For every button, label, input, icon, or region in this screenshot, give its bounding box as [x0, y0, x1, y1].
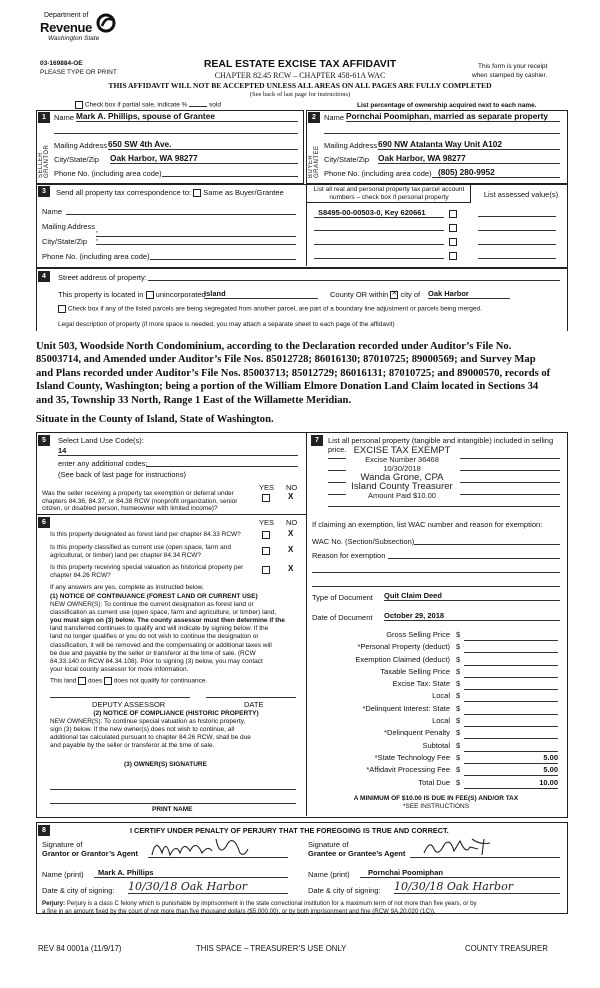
grantor-signature-scribble [150, 833, 250, 861]
grantor-date-label: Date & city of signing: [42, 886, 115, 895]
please-type: PLEASE TYPE OR PRINT [40, 69, 117, 76]
stamp-line-2: Excise Number 36468 [365, 455, 439, 464]
pp-line-4b[interactable] [460, 494, 560, 495]
buyer-mailing[interactable]: 690 NW Atalanta Way Unit A102 [378, 139, 560, 150]
s5-no-header: NO [286, 483, 298, 492]
s6-yes-header: YES [259, 518, 275, 527]
dor-logo [38, 10, 102, 54]
parcel-row-3[interactable] [314, 244, 444, 245]
grantor-name-value: Mark A. Phillips [98, 868, 154, 877]
land-use-code-field[interactable]: 14 [58, 446, 298, 456]
tax-row-value[interactable] [464, 741, 558, 752]
buyer-name-line-2[interactable] [324, 133, 560, 134]
minimum-fee-note: A MINIMUM OF $10.00 IS DUE IN FEE(S) AND/OR TAX [353, 795, 519, 802]
reason-label: Reason for exemption [312, 551, 386, 560]
buyer-phone-text: (805) 280-9952 [438, 167, 495, 177]
s5-yes-checkbox[interactable] [262, 494, 270, 502]
seller-phone-label: Phone No. (including area code) [54, 169, 162, 178]
seller-mailing[interactable] [108, 139, 298, 150]
section-3-divider [306, 184, 307, 266]
tax-row [312, 630, 562, 642]
grantor-date-field[interactable]: 10/30/18 Oak Harbor [128, 880, 288, 894]
logo-dept-line2: Revenue [40, 20, 93, 35]
grantee-name-field[interactable] [360, 868, 560, 878]
tax-row-label: Gross Selling Price [386, 630, 450, 639]
section-7-number: 7 [311, 435, 323, 446]
excise-exempt-stamp [344, 446, 460, 500]
s5-bottom-border [36, 514, 306, 515]
tax-row-label: *Personal Property (deduct) [357, 642, 450, 652]
tax-row-dollar: $ [456, 654, 461, 664]
tax-row [312, 679, 562, 691]
pp-line-1b[interactable] [460, 458, 560, 459]
doc-date-label: Date of Document [312, 613, 373, 622]
notice-2-l4: and payable by the seller or transferor at the time of sale. [50, 742, 215, 750]
street-address-field[interactable] [148, 280, 560, 281]
tax-row-label: Local [432, 716, 450, 726]
grantee-signature-scribble [420, 835, 500, 861]
grantor-name-label: Name (print) [42, 870, 84, 879]
logo-dept-line3: Washington State [48, 35, 100, 42]
stamp-line-5: Island County Treasurer [351, 481, 453, 492]
tax-row [312, 691, 562, 703]
tax-row-label: Total Due [418, 777, 450, 787]
assessed-3[interactable] [478, 244, 556, 245]
form-chapter: CHAPTER 82.45 RCW – CHAPTER 458-61A WAC [214, 71, 386, 80]
section-3-number: 3 [38, 186, 50, 197]
perjury-text-1: Perjury is a class C felony which is punishable by imprisonment in the state correctional institution for a maximum term of not more than five years, or by [66, 900, 477, 907]
legal-line-1: Unit 503, Woodside North Condominium, according to the Declaration recorded under Auditor’s File No. [36, 341, 512, 352]
s3-name-label: Name [42, 207, 63, 216]
historic-no-mark[interactable]: X [288, 564, 294, 573]
reason-line-3[interactable] [312, 586, 560, 587]
owner-signature-line[interactable] [50, 789, 296, 790]
notice-2-l2: sign (3) below. If the new owner(s) does not wish to continue, all [50, 726, 235, 734]
same-as-buyer-checkbox[interactable] [193, 189, 201, 197]
located-row [58, 290, 206, 299]
buyer-name[interactable]: Pornchai Poomiphan, married as separate property [346, 111, 560, 122]
tax-row-value[interactable] [464, 667, 558, 678]
seller-mailing-label: Mailing Address [54, 141, 107, 150]
historic-yes-checkbox[interactable] [262, 566, 270, 574]
stamp-line-1: EXCISE TAX EXEMPT [353, 445, 451, 456]
continuance-row [50, 677, 207, 685]
grantee-date-field[interactable]: 10/30/18 Oak Harbor [394, 880, 560, 894]
county-or-within [330, 290, 420, 299]
tax-row-dollar: $ [456, 703, 461, 713]
assessed-4[interactable] [478, 258, 556, 259]
parcel-row-4[interactable] [314, 258, 444, 259]
grantor-sig-label-1: Signature of [42, 840, 83, 849]
parcel-header: List all real and personal property tax parcel account numbers – check box if personal property [313, 186, 465, 201]
same-as-buyer-label: Same as Buyer/Grantee [203, 188, 284, 197]
notice-1-l5: land no longer qualifies or you do not wish to continue the designation or [50, 633, 259, 641]
s3-phone-field[interactable] [150, 259, 296, 260]
tax-row [312, 716, 562, 728]
tax-row-value[interactable] [464, 679, 558, 690]
section-2-number: 2 [308, 112, 320, 123]
rev-number: REV 84 0001a (11/9/17) [38, 944, 122, 953]
perjury-label: Perjury: [42, 900, 66, 907]
seller-name[interactable]: Mark A. Phillips, spouse of Grantee [76, 111, 298, 122]
does-label: does [88, 677, 103, 685]
send-label: Send all property tax correspondence to: [56, 188, 192, 197]
buyer-phone[interactable] [432, 167, 560, 178]
current-use-yes-checkbox[interactable] [262, 547, 270, 555]
buyer-city[interactable]: Oak Harbor, WA 98277 [378, 153, 560, 164]
exemption-claim-label: If claiming an exemption, list WAC number and reason for exemption: [312, 520, 543, 529]
ownership-label: List percentage of ownership acquired next to each name. [357, 102, 537, 109]
seller-city-label: City/State/Zip [54, 155, 100, 164]
tax-row [312, 642, 562, 654]
grantor-sig-label-2: Grantor or Grantor’s Agent [42, 849, 138, 858]
see-instructions-note: *SEE INSTRUCTIONS [402, 803, 470, 810]
s3-name-field[interactable] [66, 214, 296, 215]
grantor-sig-label [42, 840, 138, 858]
tax-row [312, 741, 562, 753]
tax-row [312, 778, 562, 790]
s5-no-mark[interactable]: X [288, 492, 294, 501]
forest-yes-checkbox[interactable] [262, 531, 270, 539]
tax-row-label: *State Technology Fee [374, 752, 450, 762]
segregated-checkbox[interactable] [58, 305, 66, 313]
notice-2-title: (2) NOTICE OF COMPLIANCE (HISTORIC PROPERTY) [93, 710, 259, 717]
land-use-see-back: (See back of last page for instructions) [58, 470, 186, 479]
historic-question: Is this property receiving special valuation as historical property per chapter 84.26 RCW? [50, 564, 244, 579]
does-not-checkbox[interactable] [104, 677, 112, 685]
tax-row-value[interactable]: 10.00 [464, 778, 558, 789]
seller-phone[interactable] [162, 176, 298, 177]
section-5-7-divider [306, 432, 307, 816]
located-label: This property is located in [58, 290, 144, 299]
grantor-name-field[interactable] [94, 868, 288, 878]
assessed-1[interactable] [478, 216, 556, 217]
doc-type-label: Type of Document [312, 593, 373, 602]
buyer-name-label: Name [324, 113, 345, 122]
not-accepted-notice: THIS AFFIDAVIT WILL NOT BE ACCEPTED UNLESS ALL AREAS ON ALL PAGES ARE FULLY COMPLETED [108, 81, 492, 90]
grantee-sig-label-2: Grantee or Grantee’s Agent [308, 849, 406, 858]
s3-phone-label: Phone No. (including area code) [42, 252, 150, 261]
grantee-date-label: Date & city of signing: [308, 886, 381, 895]
notice-1-l4: land transferred continues to qualify and will indicate by signing below. If the [50, 625, 269, 633]
doc-type-field[interactable]: Quit Claim Deed [384, 591, 560, 601]
receipt-note-1: This form is your receipt [478, 63, 548, 70]
tax-row-value[interactable] [464, 630, 558, 641]
buyer-mailing-label: Mailing Address [324, 141, 377, 150]
tax-row-dollar: $ [456, 740, 461, 750]
tax-row-label: Taxable Selling Price [380, 666, 450, 676]
notice-1-title: (1) NOTICE OF CONTINUANCE (FOREST LAND OR CURRENT USE) [50, 593, 258, 600]
street-address-label: Street address of property: [58, 273, 147, 282]
parcel-4-personal-checkbox[interactable] [449, 252, 457, 260]
deputy-assessor-line[interactable] [50, 697, 190, 698]
section-5-number: 5 [38, 435, 50, 446]
reason-line-2[interactable] [312, 572, 560, 573]
unincorporated-label: unincorporated [155, 290, 206, 299]
forest-no-mark[interactable]: X [288, 529, 294, 538]
tax-row [312, 667, 562, 679]
stamp-line-6: Amount Paid $10.00 [368, 491, 436, 500]
send-correspondence-label [56, 188, 284, 197]
s3-city-label: City/State/Zip [42, 237, 88, 246]
county-field[interactable]: Island [204, 289, 318, 299]
parcel-3-personal-checkbox[interactable] [449, 238, 457, 246]
legal-line-5: and 35, Township 33 North, Range 1 East of the Willamette Meridian. [36, 394, 352, 406]
wac-field[interactable] [414, 544, 560, 545]
tax-row-label: *Delinquent Interest: State [362, 703, 450, 713]
tax-row-label: Local [432, 691, 450, 701]
seller-city[interactable]: Oak Harbor, WA 98277 [110, 153, 298, 164]
s3-city-field[interactable] [96, 233, 296, 245]
wac-label: WAC No. (Section/Subsection) [312, 537, 415, 546]
legal-line-3: and Plans recorded under Auditor’s File Nos. 85003713; 85012729; 86016131; 87010725; and 89000570, records of [36, 367, 551, 379]
tax-row-label: *Affidavit Processing Fee [366, 765, 450, 775]
form-id: 03-169884-OE [40, 60, 83, 67]
tax-row-dollar: $ [456, 642, 461, 652]
pp-line-5[interactable] [328, 506, 560, 507]
tax-row-dollar: $ [456, 679, 461, 689]
doc-date-field[interactable]: October 29, 2018 [384, 611, 560, 621]
legal-line-2: 85003714, and Amended under Auditor’s File Nos. 85012728; 86016130; 87010725; 89000569; and Survey Map [36, 354, 536, 366]
s3-mailing-value: , [96, 225, 98, 234]
assessed-2[interactable] [478, 230, 556, 231]
tax-row-dollar: $ [456, 777, 461, 787]
city-of-checkbox[interactable] [390, 291, 398, 299]
assessed-header: List assessed value(s) [483, 190, 559, 199]
legal-description [36, 340, 576, 407]
this-land-label: This land [50, 677, 77, 685]
notice-1-l9: your local county assessor for more information. [50, 665, 189, 673]
partial-sale-label: Check box if partial sale, indicate % [84, 101, 188, 109]
see-back-note: (See back of last page for instructions) [249, 91, 351, 98]
partial-sale-checkbox[interactable] [75, 101, 83, 109]
legal-desc-label: Legal description of property (if more space is needed, you may attach a separate sheet to each page of the affidavit) [58, 321, 395, 328]
unincorporated-checkbox[interactable] [146, 291, 154, 299]
tax-row-dollar: $ [456, 728, 461, 738]
partial-sale-row [75, 101, 221, 109]
print-name-line[interactable] [50, 803, 296, 804]
notice-1-l2: classification as current use (open space, farm and agriculture, or timber) land, [50, 609, 277, 617]
pp-line-3b[interactable] [460, 482, 560, 483]
additional-codes-label: enter any additional codes: [58, 459, 148, 468]
exemption-question: Was the seller receiving a property tax exemption or deferral under chapters 84.36, 84.37, or 84.38 RCW (nonprofit organization, senior citizen, or disabled person, homeowner with limited income)? [42, 490, 238, 512]
tax-row-dollar: $ [456, 666, 461, 676]
city-of-label: city of [400, 290, 421, 299]
tax-row-value[interactable] [464, 691, 558, 702]
stamp-line-3: 10/30/2018 [383, 464, 421, 473]
does-not-label: does not qualify for continuance. [113, 677, 208, 685]
s3-city-value: , [96, 233, 98, 242]
land-use-label: Select Land Use Code(s): [58, 436, 144, 445]
form-title: REAL ESTATE EXCISE TAX AFFIDAVIT [203, 58, 397, 70]
current-use-no-mark[interactable]: X [288, 545, 294, 554]
tax-row-dollar: $ [456, 752, 461, 762]
parcel-1-personal-checkbox[interactable] [449, 210, 457, 218]
tax-row [312, 765, 562, 777]
seller-name-line-2[interactable] [54, 133, 298, 134]
owner-signature-label: (3) OWNER(S) SIGNATURE [124, 761, 207, 768]
s5-yes-header: YES [259, 483, 275, 492]
notice-1-l6: classification, it will be removed and the compensating or additional taxes will [50, 641, 272, 649]
tax-row-dollar: $ [456, 716, 461, 726]
perjury-line-2: a fine in an amount fixed by the court of not more than five thousand dollars ($5,000.00), or by both imprisonment and fine (RCW 9A.20.020 (1C)). [42, 907, 436, 915]
sold-label: sold [209, 101, 221, 109]
parcel-header-line [470, 184, 471, 202]
city-of-check-mark: ✕ [391, 290, 398, 298]
parcel-1-value: S8495-00-00503-0, Key 620661 [318, 208, 426, 217]
tax-calc-table [312, 630, 562, 790]
tax-row-dollar: $ [456, 630, 461, 639]
notice-1-l8: 84.33.140 or RCW 84.34.108). Prior to signing (3) below, you may contact [50, 657, 263, 665]
receipt-note-2: when stamped by cashier. [472, 72, 548, 79]
grantee-sig-label-1: Signature of [308, 840, 349, 849]
buyer-phone-label: Phone No. (including area code) [324, 169, 432, 178]
wa-swoosh-icon [96, 12, 116, 34]
tax-row-value[interactable]: 5.00 [464, 765, 558, 776]
segregated-label: Check box if any of the listed parcels are being segregated from another parcel, are part of a boundary line adjustment or parcels being merged. [67, 305, 482, 313]
notice-2 [50, 710, 302, 750]
additional-codes-row [58, 459, 148, 468]
personal-property-label: List all personal property (tangible and intangible) included in selling price. [328, 436, 554, 454]
tax-row-value[interactable] [464, 716, 558, 727]
grantee-name-label: Name (print) [308, 870, 350, 879]
notice-2-l1: NEW OWNER(S): To continue special valuation as historic property, [50, 718, 246, 726]
legal-line-4: Island County, Washington; being a portion of the William Elmore Donation Land Claim located in Sections 34 [36, 381, 539, 393]
tax-row-value[interactable] [464, 655, 558, 666]
does-checkbox[interactable] [78, 677, 86, 685]
seller-mailing-text: 650 SW 4th Ave. [108, 139, 172, 149]
seller-name-label: Name [54, 113, 75, 122]
situate-line: Situate in the County of Island, State of Washington. [36, 414, 274, 425]
forest-question: Is this property designated as forest land per chapter 84.33 RCW? [50, 531, 241, 538]
tax-row [312, 728, 562, 740]
additional-codes-field[interactable] [146, 466, 298, 467]
stamp-line-4: Wanda Grone, CPA [360, 472, 444, 483]
parcel-2-personal-checkbox[interactable] [449, 224, 457, 232]
tax-row [312, 655, 562, 667]
buyer-side-label: BUYER GRANTEE [308, 145, 320, 178]
print-name-label: PRINT NAME [152, 806, 193, 813]
assessor-date-line[interactable] [206, 697, 296, 698]
perjury-line-1 [42, 900, 564, 908]
county-treasurer: COUNTY TREASURER [465, 944, 548, 953]
notice-1 [50, 593, 302, 674]
notice-1-l3: you must sign on (3) below. The county assessor must then determine if the [50, 617, 285, 625]
tax-row-label: Exemption Claimed (deduct) [355, 654, 450, 664]
tax-row-dollar: $ [456, 765, 461, 775]
reason-field[interactable] [388, 558, 560, 559]
assessor-date-label: DATE [244, 700, 264, 709]
notice-2-l3: additional tax calculated pursuant to chapter 84.26 RCW, shall be due [50, 734, 251, 742]
tax-row-label: *Delinquent Penalty [384, 728, 450, 738]
grantee-sig-label [308, 840, 405, 858]
section-6-number: 6 [38, 517, 50, 528]
buyer-city-label: City/State/Zip [324, 155, 370, 164]
current-use-question: Is this property classified as current use (open space, farm and agricultural, or timber) land per chapter 84.34 RCW? [50, 544, 232, 559]
segregated-row [58, 305, 482, 313]
tax-row-label: Excise Tax: State [392, 679, 450, 689]
city-of-field[interactable]: Oak Harbor [428, 289, 510, 299]
deputy-assessor-label: DEPUTY ASSESSOR [92, 700, 166, 709]
section-4-number: 4 [38, 271, 50, 282]
parcel-row-2[interactable] [314, 230, 444, 231]
certify-statement: I CERTIFY UNDER PENALTY OF PERJURY THAT THE FOREGOING IS TRUE AND CORRECT. [130, 826, 449, 835]
tax-row-value[interactable]: 5.00 [464, 753, 558, 764]
if-yes-note: If any answers are yes, complete as instructed below. [50, 584, 204, 591]
county-label: County OR within [330, 290, 389, 299]
tax-row-value[interactable] [464, 642, 558, 653]
tax-row-value[interactable] [464, 704, 558, 715]
tax-row-label: Subtotal [422, 740, 450, 750]
section-1-number: 1 [38, 112, 50, 123]
tax-row [312, 753, 562, 765]
s6-no-header: NO [286, 518, 298, 527]
parcel-header-under [306, 202, 471, 203]
seller-side-label: SELLER GRANTOR [38, 144, 50, 178]
notice-1-l1: NEW OWNER(S): To continue the current designation as forest land or [50, 601, 254, 609]
grantee-name-value: Pornchai Poomiphan [368, 868, 444, 877]
tax-row-dollar: $ [456, 691, 461, 701]
notice-1-l7: be due and payable by the seller or transferor at the time of sale. (RCW [50, 649, 256, 657]
tax-row [312, 704, 562, 716]
perjury-notice [42, 900, 564, 915]
s3-mailing-label: Mailing Address [42, 222, 95, 231]
partial-percent-field[interactable] [189, 106, 207, 107]
section-8-number: 8 [38, 825, 50, 836]
treasurer-space: THIS SPACE – TREASURER’S USE ONLY [196, 944, 347, 953]
pp-line-2b[interactable] [460, 470, 560, 471]
logo-dept-line1: Department of [44, 12, 89, 19]
tax-row-value[interactable] [464, 728, 558, 739]
parcel-row-1[interactable] [314, 208, 444, 218]
